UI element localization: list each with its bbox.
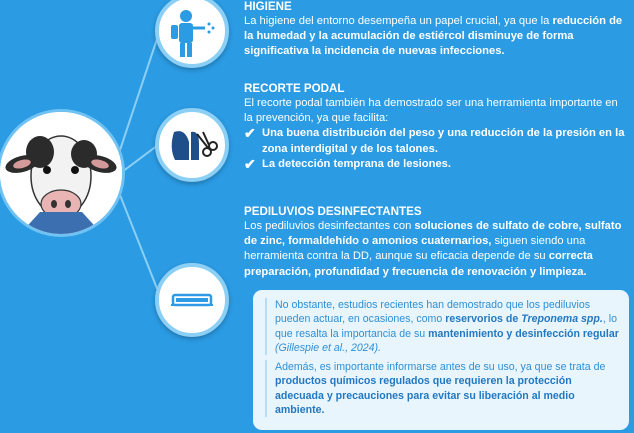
hygiene-text bbox=[244, 14, 628, 60]
footbath-tray-icon bbox=[155, 263, 229, 337]
footbaths-text-bold-1: soluciones de sulfato de cobre, sulfato de zinc, formaldehído o amonios cuaternarios, bbox=[244, 220, 622, 248]
hygiene-text-plain: La higiene del entorno desempeña un papel crucial, ya que la bbox=[244, 15, 553, 27]
hoof-trimming-scissors-icon bbox=[155, 108, 229, 182]
note-paragraph-2 bbox=[265, 360, 619, 417]
footbaths-text bbox=[244, 219, 628, 280]
note-p2-bold-1: productos químicos regulados que requieren la protección adecuada y precauciones para evitar su liberación al medio ambiente. bbox=[275, 375, 575, 417]
note-paragraph-1 bbox=[265, 298, 619, 355]
cow-head-icon bbox=[0, 112, 122, 234]
checkmark-icon: ✔ bbox=[244, 125, 256, 142]
note-p1-plain-1: No obstante, estudios recientes han demostrado que los pediluvios pueden actuar, en ocasiones, como bbox=[275, 299, 591, 326]
hygiene-section bbox=[244, 0, 628, 60]
note-box bbox=[253, 290, 629, 430]
worker-spraying-icon bbox=[155, 0, 229, 68]
note-p1-species: Treponema spp. bbox=[521, 313, 603, 326]
note-p1-bold-2: mantenimiento y desinfección regular bbox=[428, 327, 619, 340]
hoof-check-item bbox=[244, 126, 628, 156]
hoof-check-item bbox=[244, 157, 628, 172]
hoof-check-text: La detección temprana de lesiones. bbox=[262, 157, 452, 170]
note-p1-plain-2: , lo que resalta la importancia de su bbox=[275, 313, 617, 340]
footbaths-text-bold-2: correcta preparación, profundidad y frecuencia de renovación y limpieza. bbox=[244, 250, 593, 278]
footbaths-section bbox=[244, 205, 628, 280]
hoof-trimming-section bbox=[244, 82, 628, 172]
footbaths-text-plain-2: siguen siendo una herramienta contra la DD, aunque su eficacia depende de su bbox=[244, 235, 586, 263]
hoof-intro: El recorte podal también ha demostrado ser una herramienta importante en la prevención, ya que facilita: bbox=[244, 97, 618, 125]
hoof-heading: RECORTE PODAL bbox=[244, 82, 345, 95]
hoof-check-text: Una buena distribución del peso y una reducción de la presión en la zona interdigital y de los talones. bbox=[262, 127, 625, 155]
hygiene-text-bold: reducción de la humedad y la acumulación de estiércol disminuye de forma significativa la incidencia de nuevas infecciones. bbox=[244, 15, 623, 58]
hygiene-heading: HIGIENE bbox=[244, 0, 292, 13]
note-p2-plain-1: Además, es importante informarse antes de su uso, ya que se trata de bbox=[275, 361, 606, 374]
footbaths-text-plain-1: Los pediluvios desinfectantes con bbox=[244, 220, 415, 232]
footbaths-heading: PEDILUVIOS DESINFECTANTES bbox=[244, 205, 422, 218]
note-p1-bold-1: reservorios de bbox=[445, 313, 522, 326]
note-p1-citation: (Gillespie et al., 2024). bbox=[275, 341, 381, 354]
checkmark-icon: ✔ bbox=[244, 155, 256, 172]
